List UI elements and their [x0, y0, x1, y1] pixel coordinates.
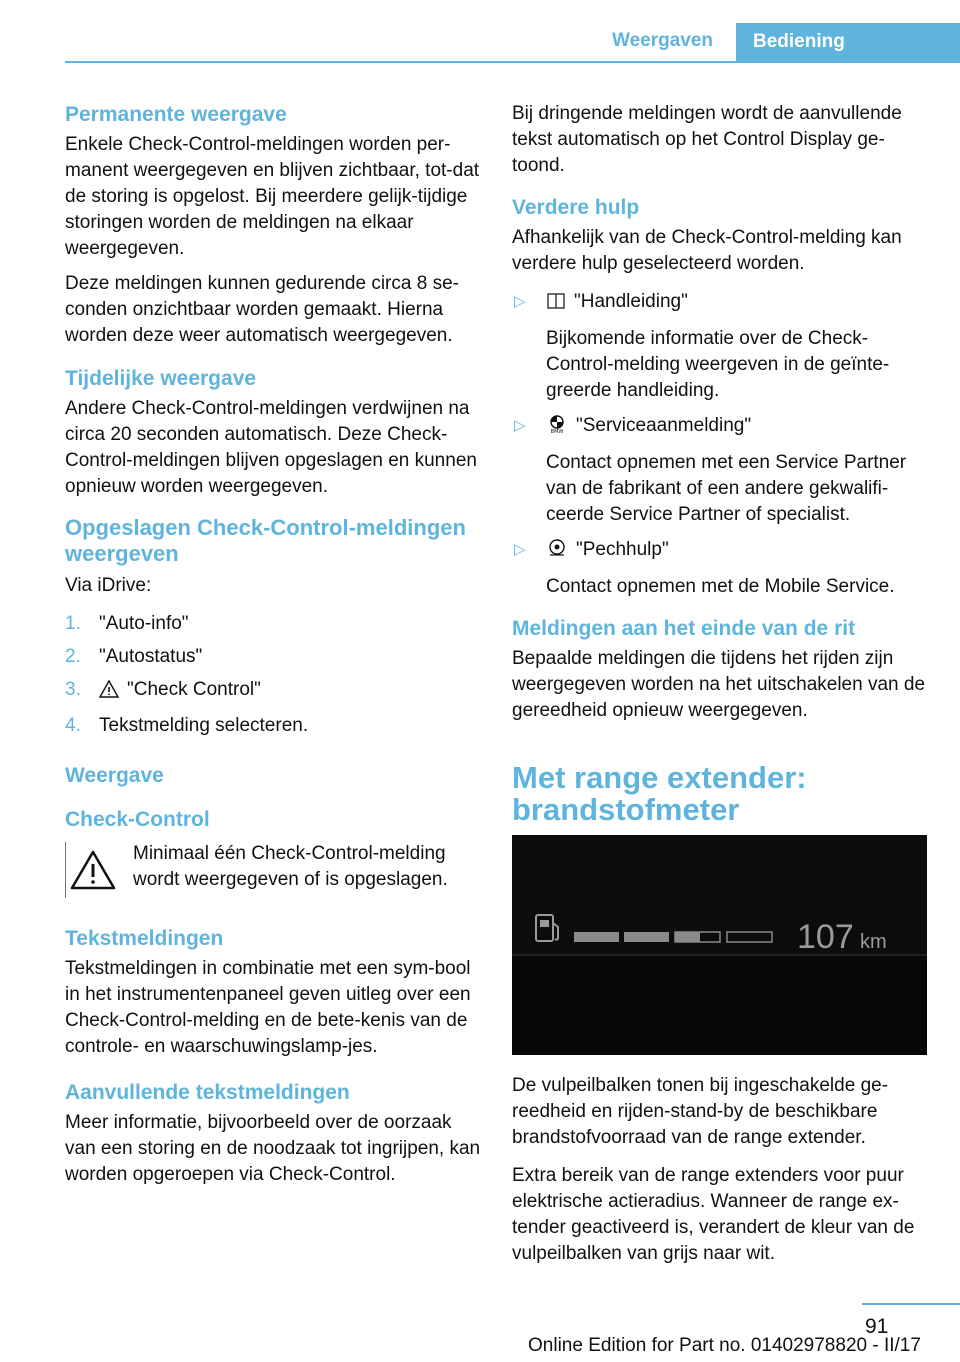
book-icon: [546, 292, 566, 318]
heading-opgeslagen-meldingen: Opgeslagen Check-Control-meldingen weergeven: [65, 515, 466, 566]
range-value: 107: [797, 918, 854, 956]
option-description: Bijkomende informatie over de Check-Control-melding weergeven in de geïnte-greerde handleiding.: [546, 328, 890, 401]
right-column: [512, 101, 932, 1276]
steps-list: [65, 611, 485, 739]
list-item: [512, 537, 932, 600]
breakdown-icon: [546, 538, 568, 566]
edition-note: Online Edition for Part no. 01402978820 - II/17: [528, 1335, 921, 1356]
paragraph: De vulpeilbalken tonen bij ingeschakelde ge-reedheid en rijden-stand-by de beschikbare brandstofvoorraad van de range extender.: [512, 1075, 889, 1148]
paragraph: Afhankelijk van de Check-Control-melding kan verdere hulp geselecteerd worden.: [512, 227, 902, 274]
header-chapter-tab: Bediening: [736, 23, 960, 63]
fuel-bar-segment: [624, 932, 669, 942]
option-description: Contact opnemen met de Mobile Service.: [546, 576, 895, 597]
list-item: [65, 644, 485, 670]
paragraph: Enkele Check-Control-meldingen worden per-manent weergegeven en blijven zichtbaar, tot-dat de storing is opgelost. Bij meerdere gelijk-tijdige storingen worden de meldingen na elkaar weergegeven.: [65, 134, 480, 259]
left-column: [65, 100, 485, 1197]
check-control-text: Minimaal één Check-Control-melding wordt weergegeven of is opgeslagen.: [133, 843, 448, 890]
step-number: 3.: [65, 679, 81, 700]
fuel-bar-fill: [675, 932, 700, 942]
list-item: [512, 413, 932, 528]
step-number: 4.: [65, 715, 81, 736]
step-text: "Check Control": [127, 679, 261, 700]
step-number: 1.: [65, 613, 81, 634]
heading-tekstmeldingen: Tekstmeldingen: [65, 927, 224, 950]
heading-verdere-hulp: Verdere hulp: [512, 196, 640, 219]
bmw-service-icon: [546, 414, 568, 442]
paragraph: Deze meldingen kunnen gedurende circa 8 se-conden onzichtbaar worden gemaakt. Hierna worden deze weer automatisch weergegeven.: [65, 273, 459, 346]
range-unit: km: [860, 931, 887, 953]
option-label: "Handleiding": [574, 291, 688, 312]
fuel-gauge-display: [512, 835, 927, 1055]
list-item: [65, 611, 485, 637]
svg-text:BMW: BMW: [550, 429, 564, 434]
paragraph: Tekstmeldingen in combinatie met een sym-bool in het instrumentenpaneel geven uitleg over een Check-Control-melding en de bete-kenis van de controle- en waarschuwingslamp-jes.: [65, 958, 471, 1057]
step-text: Tekstmelding selecteren.: [99, 715, 309, 736]
heading-aanvullende-tekstmeldingen: Aanvullende tekstmeldingen: [65, 1081, 350, 1104]
paragraph: Extra bereik van de range extenders voor puur elektrische actieradius. Wanneer de range ex-tender geactiveerd is, verandert de kleur van de vulpeilbalken van grijs naar wit.: [512, 1165, 915, 1264]
step-number: 2.: [65, 646, 81, 667]
page-number: 91: [865, 1315, 889, 1338]
footer-rule: [862, 1303, 960, 1305]
heading-permanente-weergave: Permanente weergave: [65, 103, 287, 126]
option-description: Contact opnemen met een Service Partner van de fabrikant of een andere gekwalifi-ceerde Service Partner of specialist.: [546, 452, 907, 525]
list-item: [65, 677, 485, 706]
heading-meldingen-einde-rit: Meldingen aan het einde van de rit: [512, 617, 856, 640]
paragraph: Andere Check-Control-meldingen verdwijnen na circa 20 seconden automatisch. Deze Check-Control-meldingen blijven opgeslagen en kunnen opnieuw worden weergegeven.: [65, 398, 477, 497]
bullet-triangle-icon: ▷: [514, 541, 526, 558]
warning-triangle-icon: [65, 842, 121, 898]
option-label: "Serviceaanmelding": [576, 415, 752, 436]
warning-triangle-icon: [99, 680, 119, 706]
paragraph: Bij dringende meldingen wordt de aanvullende tekst automatisch op het Control Display ge-toond.: [512, 103, 902, 176]
heading-range-extender: [512, 762, 932, 826]
list-item: [512, 289, 932, 404]
heading-tijdelijke-weergave: Tijdelijke weergave: [65, 367, 257, 390]
paragraph-via-idrive: Via iDrive:: [65, 575, 152, 596]
option-label: "Pechhulp": [576, 539, 669, 560]
heading-weergave: Weergave: [65, 764, 164, 787]
check-control-indicator: [65, 841, 485, 898]
step-text: "Auto-info": [99, 613, 189, 634]
help-options-list: [512, 289, 932, 600]
paragraph: Meer informatie, bijvoorbeeld over de oorzaak van een storing en de noodzaak tot ingrijpen, kan worden opgeroepen via Check-Control.: [65, 1112, 481, 1185]
header-section-tab: Weergaven: [612, 30, 714, 51]
bullet-triangle-icon: ▷: [514, 417, 526, 434]
fuel-bar-segment: [574, 932, 619, 942]
bullet-triangle-icon: ▷: [514, 293, 526, 310]
heading-line: Met range extender:: [512, 760, 807, 795]
paragraph: Bepaalde meldingen die tijdens het rijden zijn weergegeven worden na het uitschakelen van de gereedheid opnieuw weergegeven.: [512, 648, 926, 721]
heading-check-control: Check-Control: [65, 808, 210, 831]
header-rule: [65, 61, 960, 63]
heading-line: brandstofmeter: [512, 792, 740, 827]
list-item: [65, 713, 485, 739]
step-text: "Autostatus": [99, 646, 203, 667]
